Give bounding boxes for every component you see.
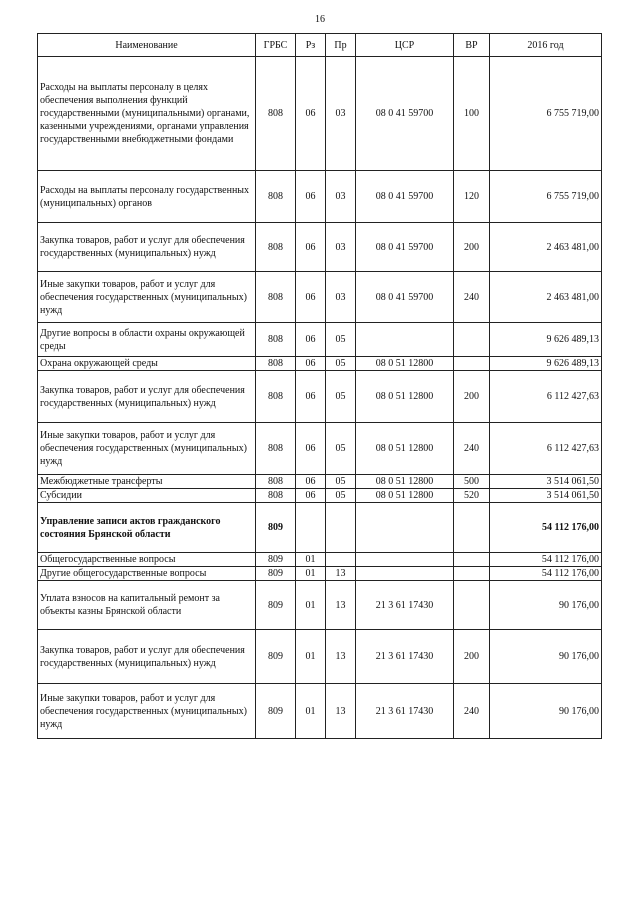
cell-amount: 9 626 489,13 [490,357,602,371]
cell-rz: 06 [296,489,326,503]
cell-amount: 6 755 719,00 [490,57,602,171]
table-row [38,323,602,357]
table-row [38,357,602,371]
cell-amount: 3 514 061,50 [490,475,602,489]
cell-csr: 08 0 51 12800 [356,357,454,371]
cell-pr: 13 [326,567,356,581]
table-row [38,57,602,171]
cell-name: Общегосударственные вопросы [38,553,256,567]
budget-table [37,33,602,739]
cell-vr [454,357,490,371]
table-row [38,503,602,553]
cell-csr: 08 0 51 12800 [356,423,454,475]
cell-vr: 120 [454,171,490,223]
cell-vr: 240 [454,423,490,475]
cell-grbs: 809 [256,567,296,581]
table-row [38,489,602,503]
cell-vr: 500 [454,475,490,489]
header-year: 2016 год [490,34,602,57]
table-row [38,423,602,475]
cell-grbs: 809 [256,581,296,630]
cell-vr: 100 [454,57,490,171]
table-row [38,223,602,272]
cell-pr: 03 [326,272,356,323]
cell-grbs: 808 [256,57,296,171]
cell-rz: 06 [296,357,326,371]
cell-grbs: 809 [256,684,296,739]
cell-rz: 01 [296,581,326,630]
table-row [38,581,602,630]
header-rz: Рз [296,34,326,57]
cell-name: Межбюджетные трансферты [38,475,256,489]
cell-rz: 06 [296,423,326,475]
page-number: 16 [315,14,325,25]
cell-pr: 13 [326,684,356,739]
cell-csr: 08 0 41 59700 [356,223,454,272]
cell-csr [356,567,454,581]
table-row [38,630,602,684]
cell-grbs: 809 [256,630,296,684]
cell-amount: 3 514 061,50 [490,489,602,503]
cell-name: Уплата взносов на капитальный ремонт за объекты казны Брянской области [38,581,256,630]
cell-rz: 06 [296,171,326,223]
cell-name: Закупка товаров, работ и услуг для обеспечения государственных (муниципальных) нужд [38,630,256,684]
header-csr: ЦСР [356,34,454,57]
cell-pr [326,553,356,567]
cell-amount: 54 112 176,00 [490,553,602,567]
cell-pr: 05 [326,357,356,371]
cell-rz: 06 [296,272,326,323]
cell-amount: 6 755 719,00 [490,171,602,223]
table-row [38,567,602,581]
cell-vr [454,503,490,553]
cell-rz [296,503,326,553]
cell-pr: 05 [326,323,356,357]
cell-name: Иные закупки товаров, работ и услуг для обеспечения государственных (муниципальных) нужд [38,423,256,475]
cell-name: Другие общегосударственные вопросы [38,567,256,581]
header-vr: ВР [454,34,490,57]
header-grbs: ГРБС [256,34,296,57]
cell-pr: 05 [326,475,356,489]
cell-pr: 13 [326,581,356,630]
table-row [38,171,602,223]
table-row [38,684,602,739]
cell-grbs: 809 [256,553,296,567]
cell-csr: 08 0 41 59700 [356,171,454,223]
cell-rz: 06 [296,371,326,423]
cell-pr: 05 [326,371,356,423]
cell-rz: 01 [296,630,326,684]
cell-grbs: 808 [256,371,296,423]
cell-amount: 6 112 427,63 [490,371,602,423]
table-header-row [38,34,602,57]
cell-rz: 06 [296,223,326,272]
cell-pr: 13 [326,630,356,684]
cell-grbs: 808 [256,223,296,272]
cell-vr: 200 [454,371,490,423]
cell-name: Расходы на выплаты персоналу государственных (муниципальных) органов [38,171,256,223]
cell-vr: 240 [454,684,490,739]
cell-amount: 2 463 481,00 [490,272,602,323]
cell-rz: 01 [296,553,326,567]
cell-grbs: 808 [256,357,296,371]
cell-name: Управление записи актов гражданского состояния Брянской области [38,503,256,553]
cell-pr: 05 [326,423,356,475]
cell-name: Субсидии [38,489,256,503]
cell-amount: 54 112 176,00 [490,567,602,581]
cell-name: Закупка товаров, работ и услуг для обеспечения государственных (муниципальных) нужд [38,371,256,423]
cell-csr: 21 3 61 17430 [356,630,454,684]
cell-amount: 90 176,00 [490,581,602,630]
cell-vr [454,581,490,630]
cell-grbs: 809 [256,503,296,553]
cell-name: Расходы на выплаты персоналу в целях обеспечения выполнения функций государственными (муниципальными) органами, казенными учреждениями, органами управления государственными внебюджетными фондами [38,57,256,171]
table-row [38,475,602,489]
cell-name: Иные закупки товаров, работ и услуг для обеспечения государственных (муниципальных) нужд [38,272,256,323]
cell-vr [454,553,490,567]
cell-vr: 520 [454,489,490,503]
cell-name: Иные закупки товаров, работ и услуг для обеспечения государственных (муниципальных) нужд [38,684,256,739]
cell-name: Охрана окружающей среды [38,357,256,371]
table-row [38,272,602,323]
cell-rz: 01 [296,567,326,581]
table-row [38,371,602,423]
cell-rz: 06 [296,57,326,171]
cell-amount: 90 176,00 [490,630,602,684]
cell-csr [356,323,454,357]
cell-amount: 2 463 481,00 [490,223,602,272]
cell-name: Закупка товаров, работ и услуг для обеспечения государственных (муниципальных) нужд [38,223,256,272]
cell-vr [454,567,490,581]
cell-csr [356,553,454,567]
cell-csr: 08 0 51 12800 [356,489,454,503]
cell-pr: 03 [326,171,356,223]
cell-grbs: 808 [256,171,296,223]
cell-vr [454,323,490,357]
header-pr: Пр [326,34,356,57]
cell-csr: 21 3 61 17430 [356,684,454,739]
cell-grbs: 808 [256,423,296,475]
cell-rz: 01 [296,684,326,739]
cell-amount: 54 112 176,00 [490,503,602,553]
cell-grbs: 808 [256,475,296,489]
cell-amount: 9 626 489,13 [490,323,602,357]
cell-csr: 21 3 61 17430 [356,581,454,630]
cell-pr: 03 [326,223,356,272]
cell-pr: 03 [326,57,356,171]
cell-vr: 200 [454,630,490,684]
cell-csr: 08 0 51 12800 [356,475,454,489]
cell-grbs: 808 [256,489,296,503]
cell-csr: 08 0 41 59700 [356,272,454,323]
cell-csr [356,503,454,553]
cell-pr: 05 [326,489,356,503]
cell-csr: 08 0 41 59700 [356,57,454,171]
header-name: Наименование [38,34,256,57]
cell-amount: 6 112 427,63 [490,423,602,475]
cell-grbs: 808 [256,272,296,323]
cell-csr: 08 0 51 12800 [356,371,454,423]
cell-amount: 90 176,00 [490,684,602,739]
cell-rz: 06 [296,323,326,357]
cell-name: Другие вопросы в области охраны окружающей среды [38,323,256,357]
cell-vr: 240 [454,272,490,323]
cell-rz: 06 [296,475,326,489]
cell-pr [326,503,356,553]
cell-grbs: 808 [256,323,296,357]
table-row [38,553,602,567]
cell-vr: 200 [454,223,490,272]
